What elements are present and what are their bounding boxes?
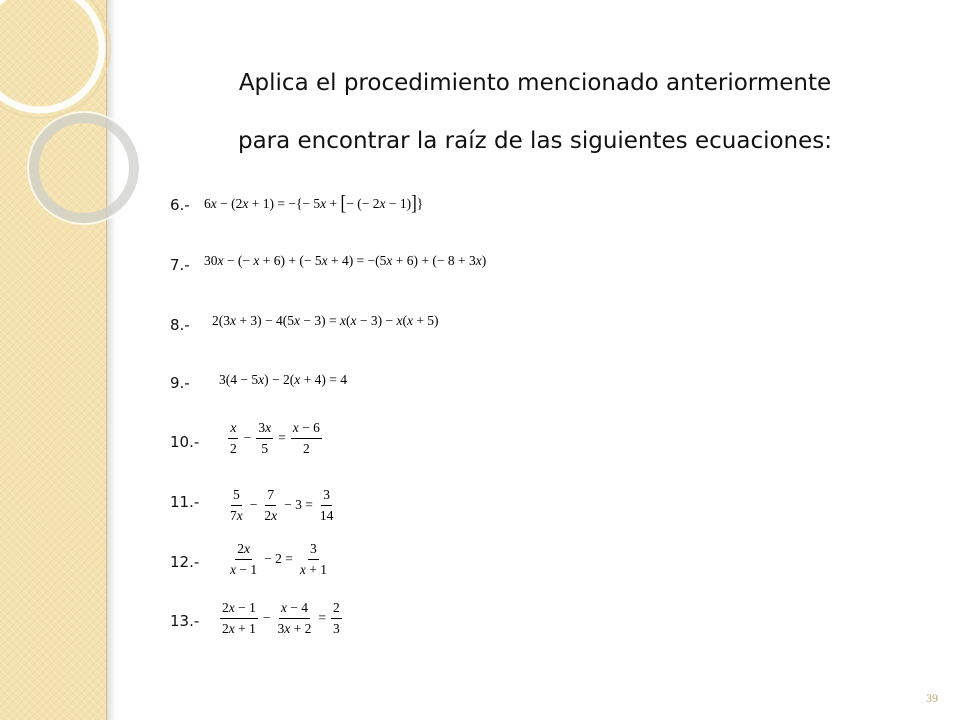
exercise-number: 6.- — [170, 196, 190, 214]
exercise-number: 12.- — [170, 553, 200, 571]
exercise-equation: 2x x − 1 − 2 = $\frac{3}{x + 1}$ — [230, 541, 327, 577]
exercise-number: 8.- — [170, 316, 190, 334]
slide-title-line-1: Aplica el procedimiento mencionado anteriormente — [238, 70, 832, 96]
exercise-equation: 3(4 − 5x) − 2(x + 4) = 4 — [219, 372, 347, 387]
exercise-equation: 30x − (− x + 6) + (− 5x + 4) = −(5x + 6) + (− 8 + 3x) — [204, 253, 487, 268]
exercise-equation: 6x − (2x + 1) = −{− 5x + [− (− 2x − 1)]} — [204, 190, 424, 215]
exercise-equation: 2(3x + 3) − 4(5x − 3) = x(x − 3) − x(x + 5) — [212, 313, 439, 328]
exercise-equation: 2x − 1 2x + 1 − $\frac{x - 4}{3x + 2}$ = $\frac{2}{3}$ — [222, 600, 340, 636]
page-number: 39 — [926, 691, 938, 705]
exercise-equation: x 2 − $\frac{3x}{5}$ = $\frac{x - 6}{2}$ — [230, 420, 320, 456]
slide-title-line-2: para encontrar la raíz de las siguientes ecuaciones: — [237, 128, 833, 154]
exercise-number: 7.- — [170, 256, 190, 274]
exercise-number: 9.- — [170, 374, 190, 392]
exercise-number: 13.- — [170, 612, 200, 630]
exercise-number: 11.- — [170, 493, 200, 511]
exercise-equation: 5 7x − $\frac{7}{2x}$ − 3 = $\frac{3}{14}$ — [230, 487, 334, 523]
exercise-number: 10.- — [170, 433, 200, 451]
